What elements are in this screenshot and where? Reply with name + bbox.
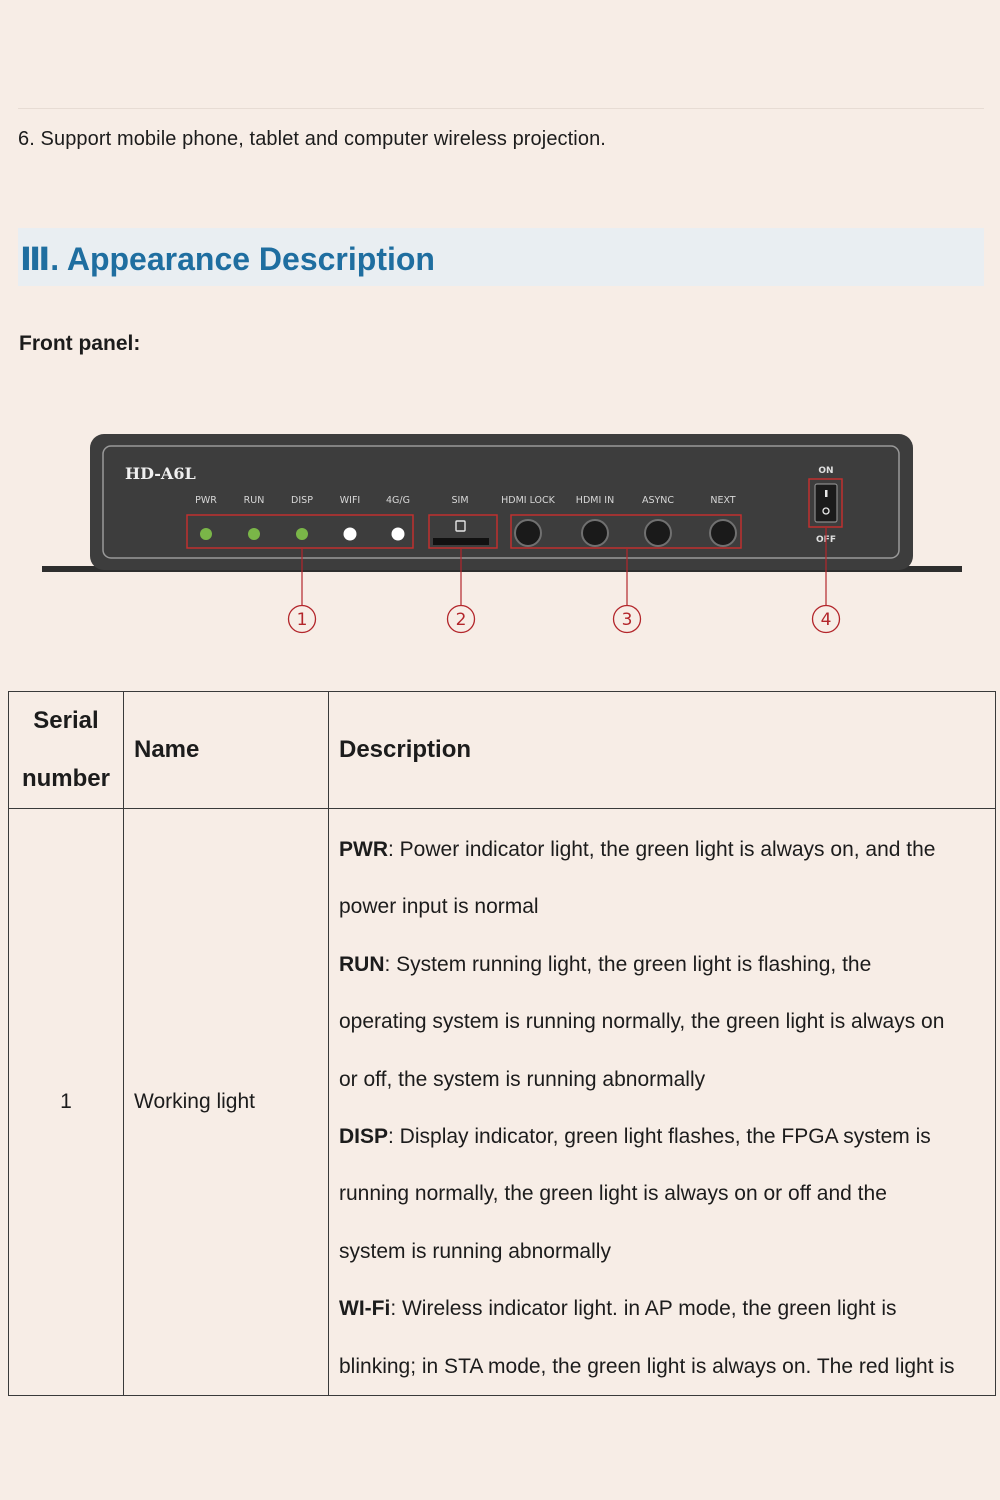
- description-table: [8, 691, 996, 1396]
- button-hdmi-lock[interactable]: [515, 520, 541, 546]
- desc-line-1: [339, 821, 987, 878]
- desc-text-10: blinking; in STA mode, the green light is always on. The red light is: [339, 1354, 955, 1378]
- switch-off-label: OFF: [816, 535, 836, 545]
- label-4g: 4G/G: [386, 495, 410, 506]
- front-panel-diagram: [0, 420, 1000, 650]
- led-pwr: [200, 528, 212, 540]
- label-disp: DISP: [291, 495, 313, 506]
- label-run: RUN: [243, 495, 265, 506]
- label-next: NEXT: [710, 495, 736, 506]
- sim-slot: [433, 538, 489, 545]
- label-async: ASYNC: [641, 495, 675, 506]
- desc-term-disp: DISP: [339, 1125, 389, 1149]
- desc-term-wifi: WI-Fi: [339, 1297, 391, 1321]
- callout-number-3: 3: [621, 610, 633, 630]
- desc-text-5: or off, the system is running abnormally: [339, 1067, 706, 1091]
- callout-number-4: 4: [820, 610, 832, 630]
- desc-text-1: : Power indicator light, the green light is always on, and the: [388, 838, 936, 861]
- desc-line-10: [339, 1338, 987, 1395]
- label-wifi: WIFI: [339, 495, 361, 506]
- desc-line-9: [339, 1280, 987, 1337]
- cell-name: Working light: [124, 809, 329, 1396]
- desc-text-7: running normally, the green light is always on or off and the: [339, 1182, 887, 1206]
- desc-line-7: [339, 1165, 987, 1222]
- switch-on-mark: [825, 490, 828, 497]
- header-name: Name: [124, 692, 329, 809]
- led-disp: [296, 528, 308, 540]
- led-wifi: [344, 528, 357, 541]
- label-hdmi-lock: HDMI LOCK: [501, 495, 555, 506]
- desc-text-8: system is running abnormally: [339, 1239, 611, 1263]
- switch-on-label: ON: [818, 466, 834, 476]
- desc-text-4: operating system is running normally, the green light is always on: [339, 1010, 945, 1034]
- desc-text-9: : Wireless indicator light. in AP mode, the green light is: [390, 1297, 897, 1321]
- power-switch[interactable]: [815, 484, 837, 522]
- label-pwr: PWR: [195, 495, 217, 506]
- button-hdmi-in[interactable]: [582, 520, 608, 546]
- device-model: HD-A6L: [125, 464, 196, 483]
- cell-description: [329, 809, 996, 1396]
- cell-serial: 1: [9, 809, 124, 1396]
- desc-line-6: [339, 1108, 987, 1165]
- section-title: Ⅲ. Appearance Description: [20, 241, 435, 277]
- desc-term-run: RUN: [339, 952, 385, 976]
- button-next[interactable]: [710, 520, 736, 546]
- header-serial-line2: number: [21, 765, 110, 792]
- header-serial-number: [9, 692, 124, 809]
- intro-paragraph: 6. Support mobile phone, tablet and computer wireless projection.: [18, 128, 606, 150]
- table-row: [9, 809, 996, 1396]
- desc-text-6: : Display indicator, green light flashes, the FPGA system is: [388, 1125, 931, 1149]
- desc-line-2: [339, 878, 987, 935]
- callout-number-1: 1: [296, 610, 308, 630]
- table-header-row: [9, 692, 996, 809]
- header-description: Description: [329, 692, 996, 809]
- front-panel-label: Front panel:: [19, 332, 141, 355]
- desc-line-3: [339, 936, 987, 993]
- top-divider: [18, 108, 984, 109]
- label-sim: SIM: [451, 495, 469, 506]
- led-4g: [392, 528, 405, 541]
- desc-line-4: [339, 993, 987, 1050]
- desc-line-8: [339, 1223, 987, 1280]
- desc-text-2: power input is normal: [339, 895, 539, 919]
- led-run: [248, 528, 260, 540]
- desc-text-3: : System running light, the green light is flashing, the: [384, 952, 872, 976]
- callout-number-2: 2: [455, 610, 467, 630]
- button-async[interactable]: [645, 520, 671, 546]
- header-serial-line1: Serial: [33, 707, 99, 734]
- label-hdmi-in: HDMI IN: [575, 495, 615, 506]
- desc-line-5: [339, 1051, 987, 1108]
- desc-term-pwr: PWR: [339, 838, 388, 861]
